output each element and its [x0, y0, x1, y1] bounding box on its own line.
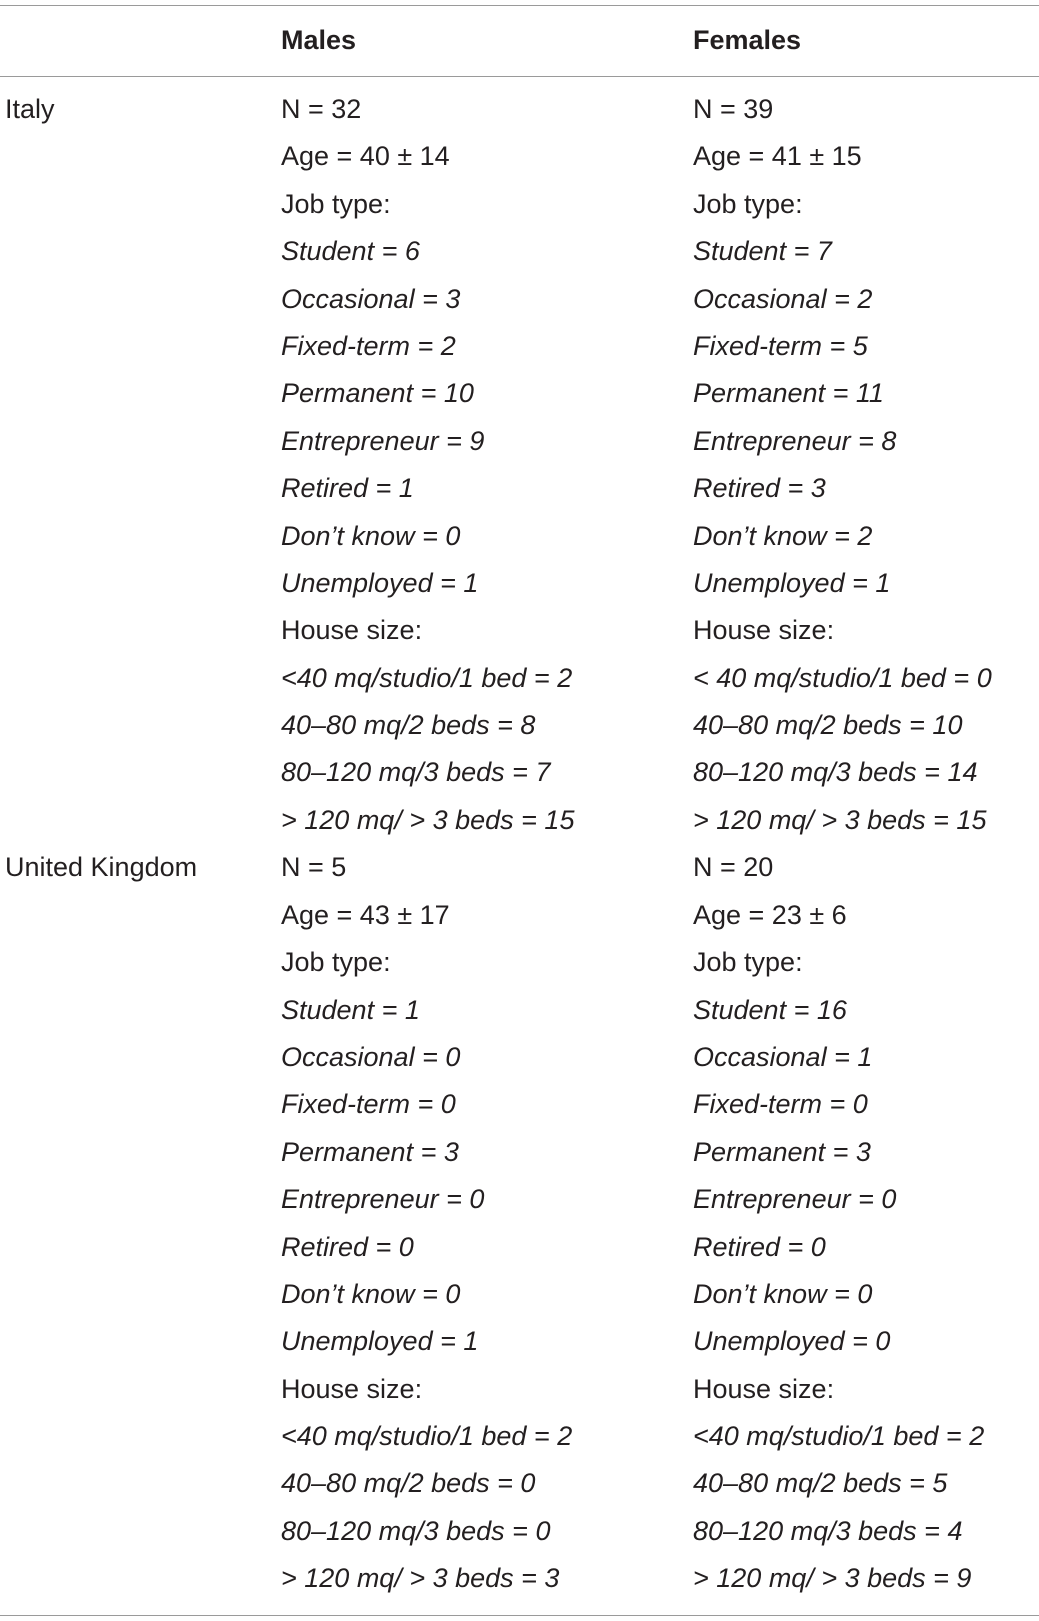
cell-line: Entrepreneur = 0: [281, 1184, 485, 1215]
cell-line: 80–120 mq/3 beds = 4: [693, 1515, 963, 1546]
country-label: Italy: [5, 94, 55, 124]
cell-line: Permanent = 3: [281, 1136, 459, 1167]
cell-line: > 120 mq/ > 3 beds = 3: [281, 1563, 560, 1594]
cell-line: Entrepreneur = 0: [693, 1184, 897, 1215]
cell-line: Fixed-term = 5: [693, 330, 868, 361]
cell-line: Unemployed = 1: [281, 1326, 479, 1357]
cell-line: 80–120 mq/3 beds = 0: [281, 1515, 551, 1546]
females-cell: [693, 86, 992, 844]
cell-line: Student = 7: [693, 236, 832, 267]
cell-line: House size:: [281, 615, 423, 646]
cell-line: Permanent = 10: [281, 378, 474, 409]
cell-line: House size:: [693, 1373, 835, 1404]
cell-line: N = 5: [281, 852, 347, 883]
cell-line: Occasional = 1: [693, 1041, 873, 1072]
cell-line: N = 39: [693, 94, 774, 124]
cell-line: 40–80 mq/2 beds = 8: [281, 710, 536, 741]
cell-line: Entrepreneur = 9: [281, 425, 485, 456]
cell-line: Fixed-term = 0: [693, 1089, 868, 1120]
cell-line: 40–80 mq/2 beds = 5: [693, 1468, 948, 1499]
cell-line: > 120 mq/ > 3 beds = 15: [693, 804, 987, 835]
cell-line: < 40 mq/studio/1 bed = 0: [693, 662, 992, 693]
cell-line: Occasional = 3: [281, 283, 461, 314]
cell-line: Job type:: [693, 188, 803, 219]
cell-line: Retired = 3: [693, 473, 826, 504]
cell-line: N = 32: [281, 94, 362, 124]
cell-line: Permanent = 3: [693, 1136, 871, 1167]
cell-line: Age = 43 ± 17: [281, 899, 450, 930]
cell-line: Student = 6: [281, 236, 420, 267]
cell-line: <40 mq/studio/1 bed = 2: [693, 1421, 985, 1452]
cell-line: Unemployed = 0: [693, 1326, 891, 1357]
cell-line: 80–120 mq/3 beds = 14: [693, 757, 978, 788]
cell-line: House size:: [693, 615, 835, 646]
cell-line: Retired = 0: [281, 1231, 414, 1262]
cell-line: Don’t know = 0: [281, 1278, 461, 1309]
cell-line: 80–120 mq/3 beds = 7: [281, 757, 551, 788]
females-cell: [693, 844, 984, 1602]
males-cell: [281, 844, 572, 1602]
column-header-males: Males: [281, 25, 357, 55]
cell-line: Don’t know = 0: [693, 1278, 873, 1309]
males-cell: [281, 86, 574, 844]
cell-line: Fixed-term = 2: [281, 330, 456, 361]
cell-line: Retired = 1: [281, 473, 414, 504]
cell-line: Age = 23 ± 6: [693, 899, 847, 930]
cell-line: <40 mq/studio/1 bed = 2: [281, 1421, 573, 1452]
table-top-rule: [0, 5, 1039, 6]
cell-line: Fixed-term = 0: [281, 1089, 456, 1120]
cell-line: 40–80 mq/2 beds = 0: [281, 1468, 536, 1499]
cell-line: Unemployed = 1: [693, 567, 891, 598]
cell-line: House size:: [281, 1373, 423, 1404]
cell-line: > 120 mq/ > 3 beds = 9: [693, 1563, 972, 1594]
cell-line: Entrepreneur = 8: [693, 425, 897, 456]
cell-line: 40–80 mq/2 beds = 10: [693, 710, 963, 741]
table-bottom-rule: [0, 1615, 1039, 1616]
cell-line: Permanent = 11: [693, 378, 884, 409]
cell-line: Job type:: [281, 188, 391, 219]
cell-line: Occasional = 2: [693, 283, 873, 314]
country-label: United Kingdom: [5, 852, 198, 883]
cell-line: Don’t know = 2: [693, 520, 873, 551]
cell-line: Student = 16: [693, 994, 847, 1025]
cell-line: Unemployed = 1: [281, 567, 479, 598]
cell-line: Job type:: [693, 947, 803, 978]
cell-line: Job type:: [281, 947, 391, 978]
column-header-females: Females: [693, 25, 802, 55]
cell-line: Retired = 0: [693, 1231, 826, 1262]
cell-line: Age = 40 ± 14: [281, 141, 450, 172]
cell-line: Occasional = 0: [281, 1041, 461, 1072]
cell-line: > 120 mq/ > 3 beds = 15: [281, 804, 575, 835]
cell-line: <40 mq/studio/1 bed = 2: [281, 662, 573, 693]
cell-line: Age = 41 ± 15: [693, 141, 862, 172]
cell-line: N = 20: [693, 852, 774, 883]
cell-line: Don’t know = 0: [281, 520, 461, 551]
table-header-rule: [0, 76, 1039, 77]
cell-line: Student = 1: [281, 994, 420, 1025]
